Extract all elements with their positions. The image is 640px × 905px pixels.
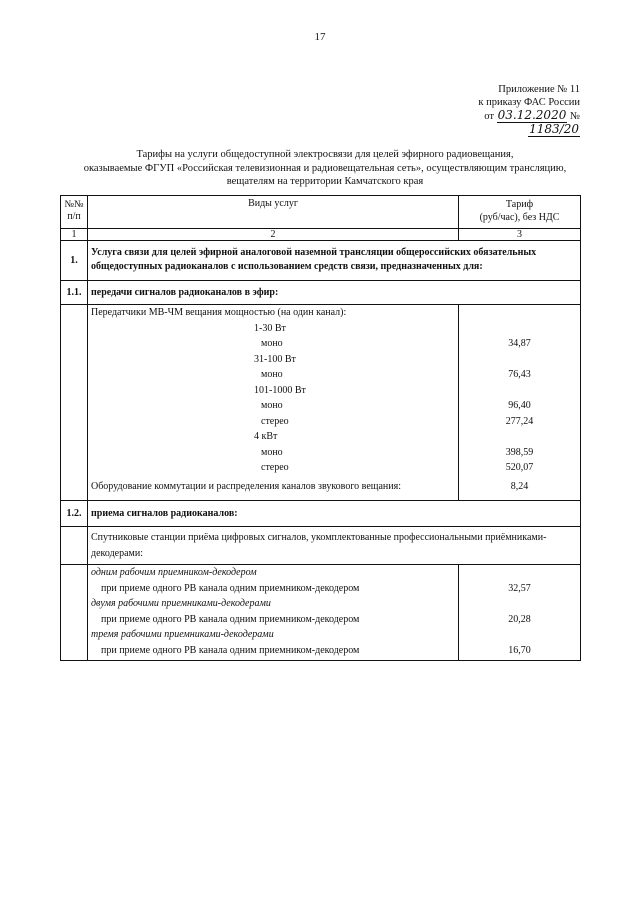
title-line-3: вещателям на территории Камчатского края <box>226 176 424 187</box>
section-1-1-num: 1.1. <box>61 281 88 305</box>
tariff-value <box>462 429 577 445</box>
power-range-heading: 101-1000 Вт <box>254 384 306 396</box>
receivers-values <box>459 565 581 661</box>
tariff-value <box>462 321 577 337</box>
number-label: № <box>569 111 580 122</box>
section-1-2-num: 1.2. <box>61 501 88 527</box>
from-label: от <box>484 111 494 122</box>
transmitters-row <box>61 305 581 501</box>
tariff-value <box>462 383 577 399</box>
section-1-1-row <box>61 281 581 305</box>
section-1-2-row <box>61 501 581 527</box>
receiver-condition-label: при приеме одного РВ канала одним приемником-декодером <box>101 644 360 656</box>
transmitter-mode-label: моно <box>261 369 283 380</box>
receiver-group-title: одним рабочим приемником-декодером <box>91 567 257 578</box>
tariff-value: 20,28 <box>508 613 531 625</box>
receivers-labels <box>88 565 459 661</box>
header-services: Виды услуг <box>88 196 459 229</box>
receiver-condition-label: при приеме одного РВ канала одним приемником-декодером <box>101 582 360 594</box>
tariff-value: 34,87 <box>508 338 531 349</box>
handwritten-number: 1183/20 <box>529 122 579 136</box>
tariff-value: 520,07 <box>505 462 534 473</box>
tariff-value: 32,57 <box>508 582 531 594</box>
transmitter-mode-label: стерео <box>261 415 289 427</box>
equipment-label: Оборудование коммутации и распределения каналов звукового вещания: <box>91 480 401 492</box>
receivers-intro: Спутниковые станции приёма цифровых сигналов, укомплектованные профессиональными приёмниками-декодерами: <box>88 527 581 565</box>
tariff-value <box>462 352 577 368</box>
transmitters-labels <box>88 305 459 501</box>
transmitter-mode-label: моно <box>261 446 283 458</box>
header-tariff: Тариф (руб/час), без НДС <box>459 196 581 229</box>
section-1-1-text: передачи сигналов радиоканалов в эфир: <box>88 281 581 305</box>
transmitter-mode-label: моно <box>261 400 283 411</box>
receiver-condition-label: при приеме одного РВ канала одним приемником-декодером <box>101 613 360 625</box>
receivers-row <box>61 565 581 661</box>
document-title <box>40 148 610 189</box>
receiver-group-title: тремя рабочими приемниками-декодерами <box>91 629 274 640</box>
transmitters-values <box>459 305 581 501</box>
appendix-block <box>430 83 580 137</box>
handwritten-date: 03.12.2020 <box>497 108 567 122</box>
transmitters-intro: Передатчики МВ-ЧМ вещания мощностью (на один канал): <box>91 307 347 318</box>
section-1-text: Услуга связи для целей эфирной аналоговой наземной трансляции общероссийских обязательных общедоступных радиоканалов с использованием средств связи, предназначенных для: <box>88 241 581 281</box>
section-1-2-text: приема сигналов радиоканалов: <box>88 501 581 527</box>
power-range-heading: 1-30 Вт <box>254 322 286 334</box>
transmitter-mode-label: стерео <box>261 462 289 473</box>
section-1-row <box>61 241 581 281</box>
receiver-group-title: двумя рабочими приемниками-декодерами <box>91 598 271 609</box>
title-line-2: оказываемые ФГУП «Российская телевизионная и радиовещательная сеть», осуществляющим трансляцию, <box>83 162 567 174</box>
appendix-order: к приказу ФАС России <box>478 97 580 108</box>
tariff-table <box>60 195 581 661</box>
tariff-value: 76,43 <box>508 369 531 380</box>
appendix-date-line <box>430 109 580 137</box>
page-number: 17 <box>314 31 326 43</box>
number-row: 1 2 3 <box>61 229 581 241</box>
receivers-intro-row <box>61 527 581 565</box>
header-num: №№ п/п <box>61 196 88 229</box>
header-row <box>61 196 581 229</box>
power-range-heading: 4 кВт <box>254 431 278 442</box>
tariff-value: 96,40 <box>508 400 531 411</box>
tariff-value: 16,70 <box>508 644 531 656</box>
tariff-value: 398,59 <box>505 446 534 458</box>
power-range-heading: 31-100 Вт <box>254 353 296 365</box>
appendix-title: Приложение № 11 <box>498 84 580 95</box>
tariff-value: 277,24 <box>505 415 534 427</box>
section-1-num: 1. <box>61 241 88 281</box>
title-line-1: Тарифы на услуги общедоступной электросвязи для целей эфирного радиовещания, <box>136 149 514 160</box>
equipment-value: 8,24 <box>510 480 529 492</box>
transmitter-mode-label: моно <box>261 338 283 349</box>
